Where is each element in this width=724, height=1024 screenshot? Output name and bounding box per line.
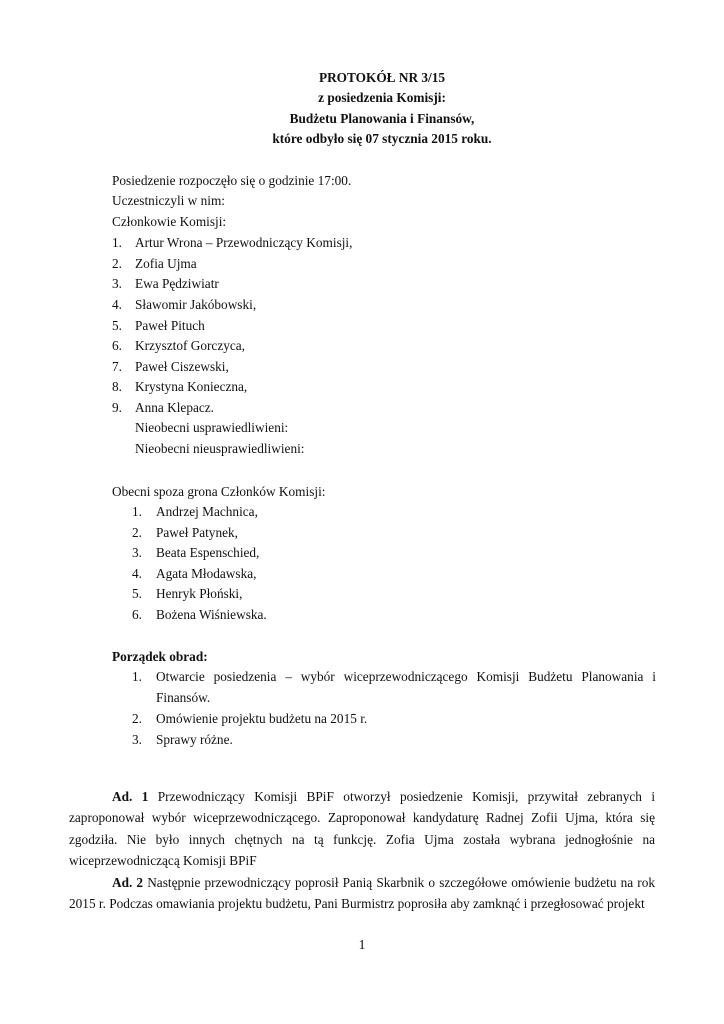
guest-name: Paweł Patynek, bbox=[156, 525, 238, 540]
guests-heading: Obecni spoza grona Członków Komisji: bbox=[112, 484, 326, 499]
agenda-item-text: Sprawy różne. bbox=[156, 732, 233, 747]
meeting-date: które odbyło się 07 stycznia 2015 roku. bbox=[272, 131, 492, 146]
list-number: 2. bbox=[112, 256, 122, 271]
member-name: Zofia Ujma bbox=[135, 256, 197, 271]
protocol-title: PROTOKÓŁ NR 3/15 bbox=[318, 70, 446, 85]
ad2-paragraph bbox=[69, 872, 655, 915]
members-heading: Członkowie Komisji: bbox=[112, 214, 227, 229]
guest-name: Henryk Płoński, bbox=[156, 586, 243, 601]
member-name: Krystyna Konieczna, bbox=[135, 379, 248, 394]
ad1-text: Przewodniczący Komisji BPiF otworzył posiedzenie Komisji, przywitał zebranych i zaproponował wybór wiceprzewodniczącego. Zaproponował kandydaturę Radnej Zofii Ujma, która się zgodziła. Nie było innych chętnych na tą funkcję. Zofia Ujma została wybrana jednogłośnie na wiceprzewodniczącą Komisji BPiF bbox=[69, 789, 656, 868]
list-number: 2. bbox=[132, 525, 142, 540]
list-number: 1. bbox=[112, 235, 122, 250]
list-number: 1. bbox=[132, 669, 142, 684]
absent-excused: Nieobecni usprawiedliwieni: bbox=[135, 420, 289, 435]
list-number: 9. bbox=[112, 400, 122, 415]
list-number: 1. bbox=[132, 504, 142, 519]
member-name: Artur Wrona – Przewodniczący Komisji, bbox=[135, 235, 353, 250]
committee-name: Budżetu Planowania i Finansów, bbox=[289, 111, 475, 126]
member-name: Ewa Pędziwiatr bbox=[135, 276, 219, 291]
protocol-subtitle: z posiedzenia Komisji: bbox=[318, 90, 446, 105]
list-number: 3. bbox=[132, 732, 142, 747]
agenda-heading: Porządek obrad: bbox=[112, 649, 208, 664]
list-number: 6. bbox=[132, 607, 142, 622]
ad2-text: Następnie przewodniczący poprosił Panią Skarbnik o szczegółowe omówienie budżetu na rok 2015 r. Podczas omawiania projektu budżetu, Pani Burmistrz poprosiła aby zamknąć i przegłosować projekt bbox=[69, 875, 656, 912]
agenda-item-text: Otwarcie posiedzenia – wybór wiceprzewodniczącego Komisji Budżetu Planowania i bbox=[156, 669, 656, 684]
guest-name: Bożena Wiśniewska. bbox=[156, 607, 267, 622]
list-number: 5. bbox=[132, 586, 142, 601]
member-name: Anna Klepacz. bbox=[135, 400, 215, 415]
member-name: Sławomir Jakóbowski, bbox=[135, 297, 257, 312]
list-number: 5. bbox=[112, 318, 122, 333]
list-number: 4. bbox=[132, 566, 142, 581]
member-name: Paweł Pituch bbox=[135, 318, 205, 333]
start-time-line: Posiedzenie rozpoczęło się o godzinie 17:00. bbox=[112, 173, 352, 188]
member-name: Krzysztof Gorczyca, bbox=[135, 338, 246, 353]
list-number: 3. bbox=[132, 545, 142, 560]
guest-name: Agata Młodawska, bbox=[156, 566, 257, 581]
member-name: Paweł Ciszewski, bbox=[135, 359, 229, 374]
guest-name: Beata Espenschied, bbox=[156, 545, 260, 560]
agenda-item-text: Omówienie projektu budżetu na 2015 r. bbox=[156, 711, 368, 726]
ad2-label: Ad. 2 bbox=[112, 875, 144, 890]
list-number: 6. bbox=[112, 338, 122, 353]
list-number: 7. bbox=[112, 359, 122, 374]
ad1-label: Ad. 1 bbox=[112, 789, 149, 804]
participants-line: Uczestniczyli w nim: bbox=[112, 193, 225, 208]
ad1-paragraph bbox=[69, 786, 655, 871]
list-number: 3. bbox=[112, 276, 122, 291]
guest-name: Andrzej Machnica, bbox=[156, 504, 258, 519]
list-number: 2. bbox=[132, 711, 142, 726]
list-number: 4. bbox=[112, 297, 122, 312]
absent-unexcused: Nieobecni nieusprawiedliwieni: bbox=[135, 441, 305, 456]
agenda-item-text-cont: Finansów. bbox=[156, 690, 211, 705]
list-number: 8. bbox=[112, 379, 122, 394]
page-number: 1 bbox=[358, 938, 366, 953]
